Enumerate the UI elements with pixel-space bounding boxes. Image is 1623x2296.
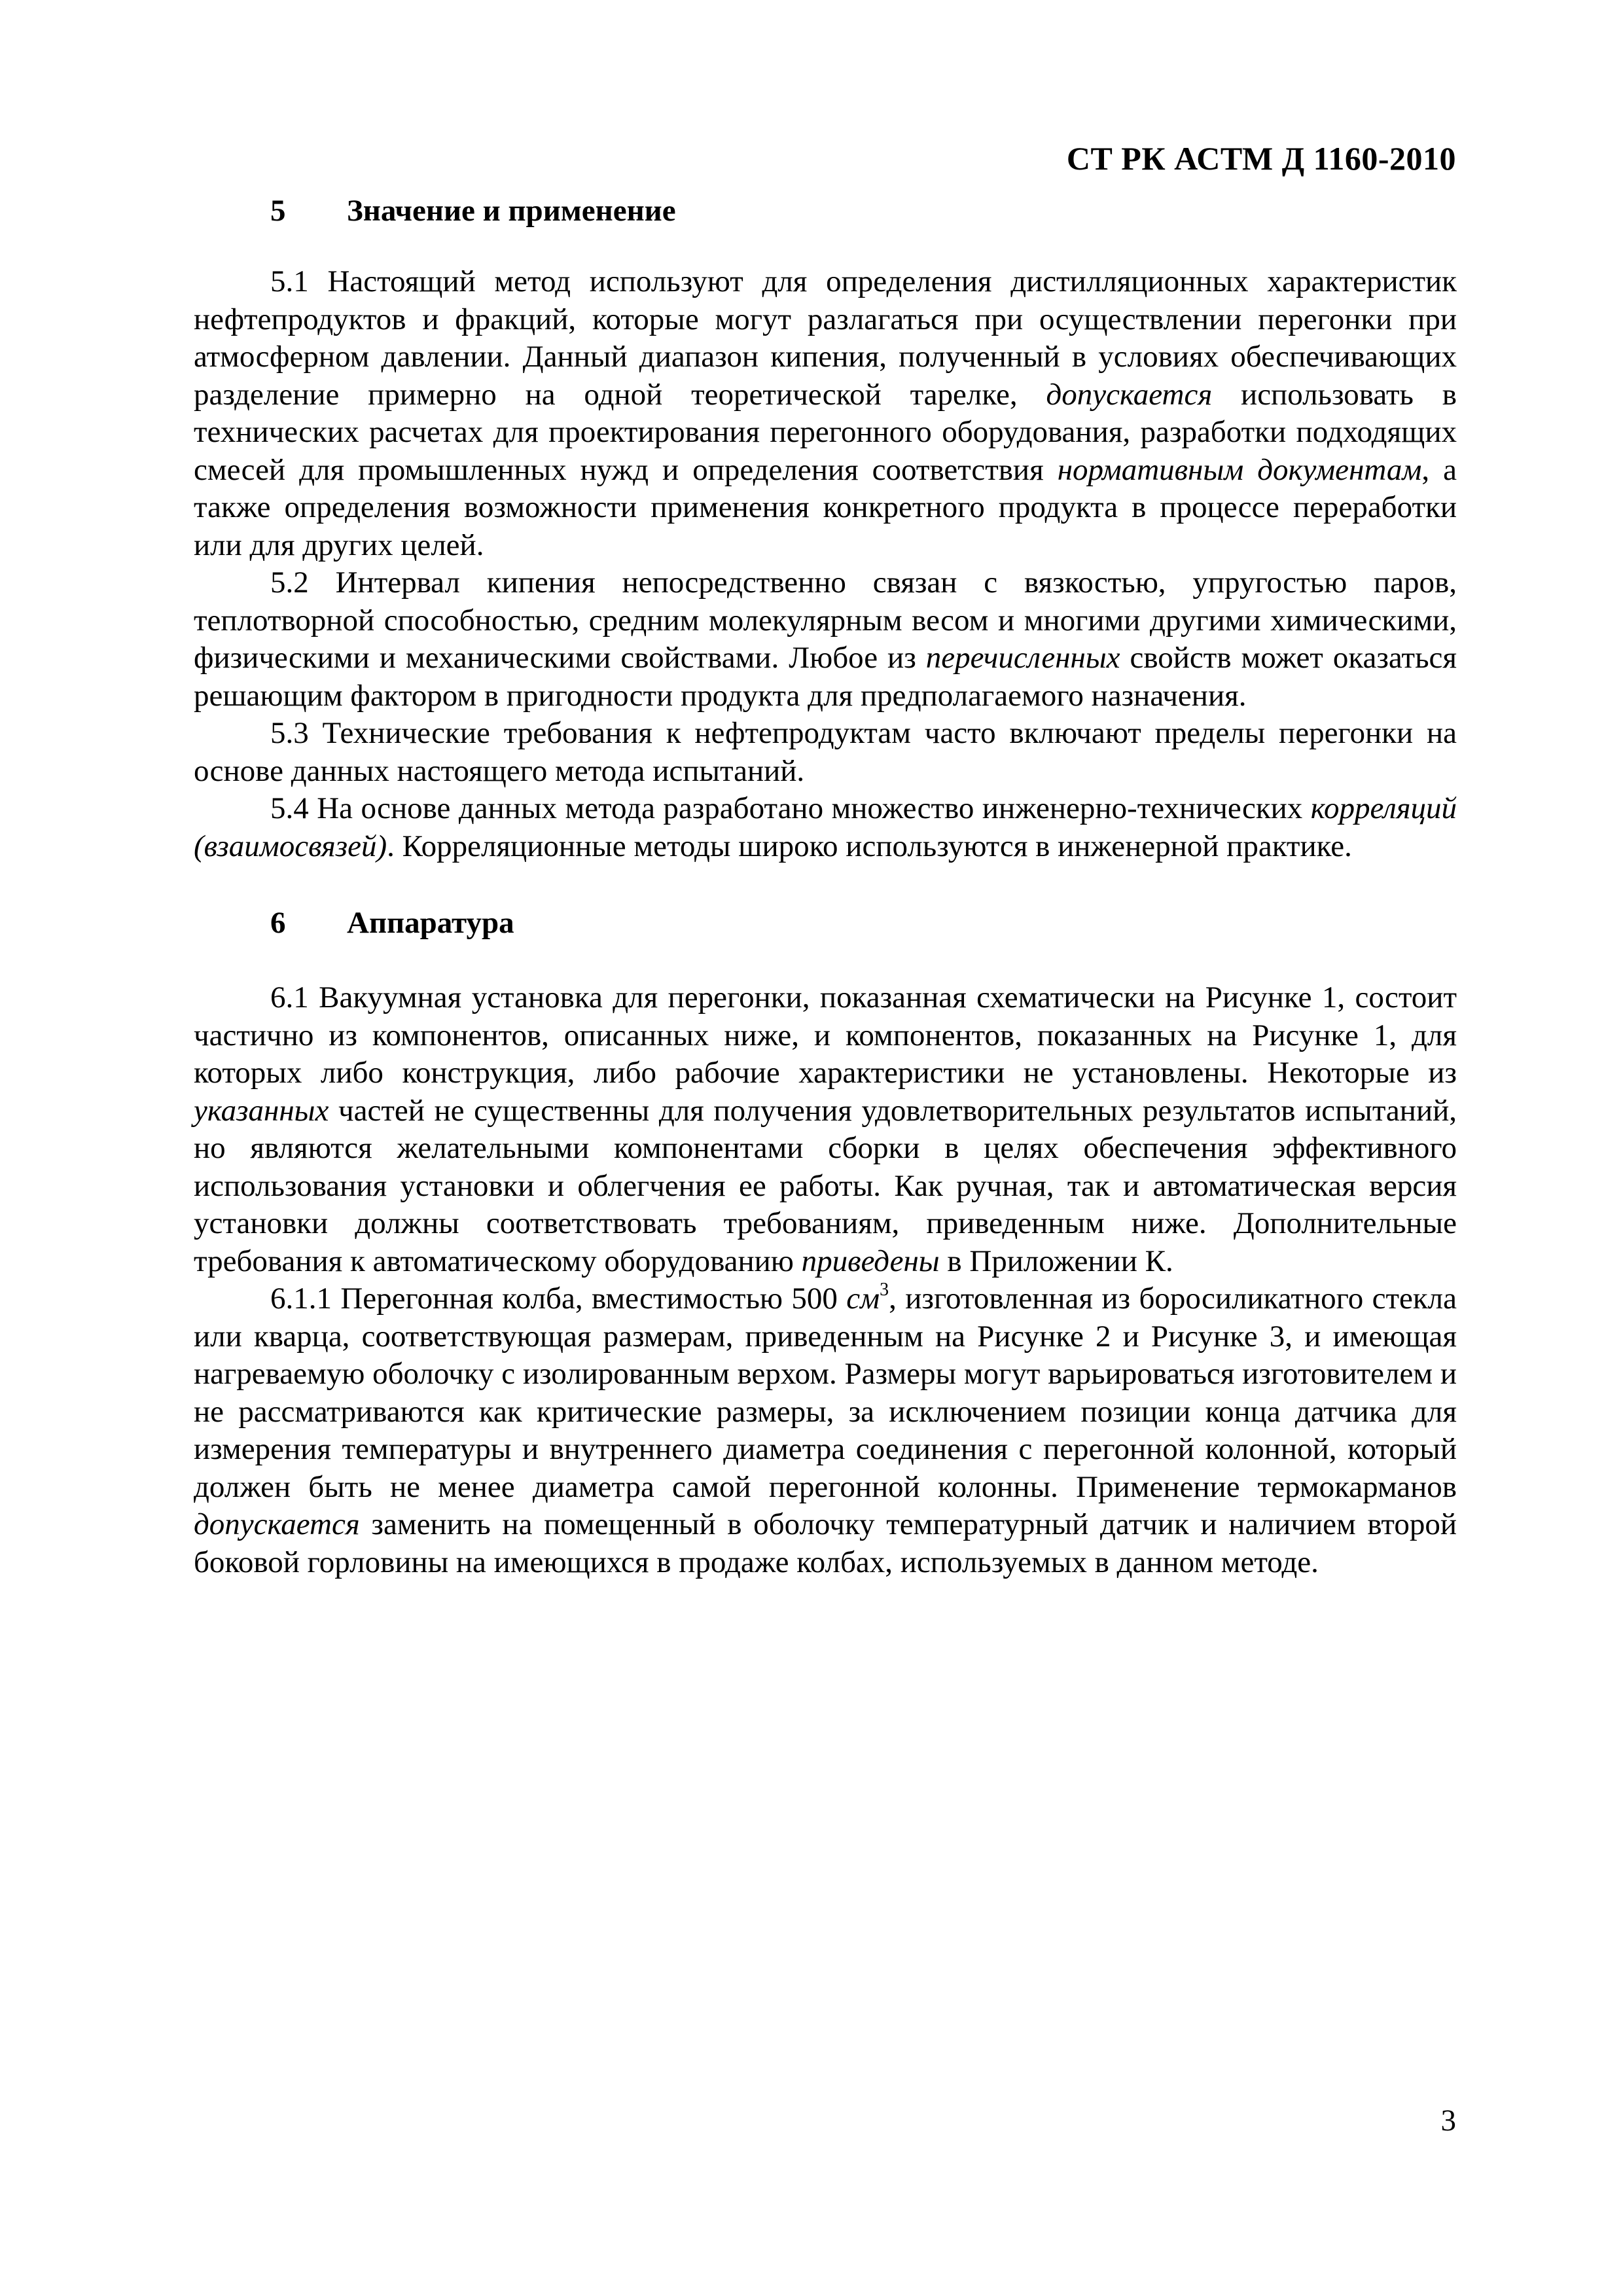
text-run: частей не существенны для получения удовлетворительных результатов испытаний, но являются желательными компонентами сборки в целях обеспечения эффективного использования установки и облегчения ее работы. Как ручная, так и автоматическая версия установки должны соответствовать требованиям, приведенным ниже. Дополнительные требования к автоматическому оборудованию (194, 1093, 1457, 1278)
section-6-title: Аппаратура (347, 906, 514, 940)
italic-run: корреляций (взаимосвязей) (194, 791, 1457, 863)
section-6-heading (194, 903, 1457, 942)
unit-cm: см (846, 1282, 880, 1316)
section-5-title: Значение и применение (347, 194, 676, 228)
text-run: 6.1 Вакуумная установка для перегонки, показанная схематически на Рисунке 1, состоит частично из компонентов, описанных ниже, и компонентов, показанных на Рисунке 1, для которых либо конструкция, либо рабочие характеристики не установлены. Некоторые из (194, 980, 1457, 1090)
text-run: , а также определения возможности применения конкретного продукта в процессе переработки или для других целей. (194, 452, 1457, 562)
unit-exponent: 3 (880, 1280, 889, 1300)
paragraph-6-1 (194, 979, 1457, 1280)
page-content (194, 191, 1457, 1581)
paragraph-5-2 (194, 564, 1457, 715)
text-run: 5.2 Интервал кипения непосредственно связан с вязкостью, упругостью паров, теплотворной способностью, средним молекулярным весом и многими другими химическими, физическими и механическими свойствами. Любое из (194, 565, 1457, 675)
italic-run: перечисленных (925, 641, 1120, 675)
italic-run: допускается (194, 1507, 360, 1541)
section-5-number: 5 (270, 194, 286, 228)
document-code-header: СТ РК АСТМ Д 1160-2010 (1066, 140, 1456, 177)
text-run: заменить на помещенный в оболочку температурный датчик и наличием второй боковой горловины на имеющихся в продаже колбах, используемых в данном методе. (194, 1507, 1457, 1579)
text-run: 5.1 Настоящий метод используют для определения дистилляционных характеристик нефтепродуктов и фракций, которые могут разлагаться при осуществлении перегонки при атмосферном давлении. Данный диапазон кипения, полученный в условиях обеспечивающих разделение примерно на одной теоретической тарелке, (194, 264, 1457, 412)
page-number: 3 (1440, 2104, 1456, 2138)
text-run: использовать в технических расчетах для проектирования перегонного оборудования, разработки подходящих смесей для промышленных нужд и определения соответствия (194, 377, 1457, 487)
text-run: 6.1.1 Перегонная колба, вместимостью 500 (270, 1282, 847, 1316)
paragraph-6-1-1 (194, 1280, 1457, 1581)
text-run: , изготовленная из боросиликатного стекла или кварца, соответствующая размерам, приведенным на Рисунке 2 и Рисунке 3, и имеющая нагреваемую оболочку с изолированным верхом. Размеры могут варьироваться изготовителем и не рассматриваются как критические размеры, за исключением позиции конца датчика для измерения температуры и внутреннего диаметра соединения с перегонной колонной, который должен быть не менее диаметра самой перегонной колонны. Применение термокарманов (194, 1282, 1457, 1504)
italic-run: указанных (194, 1093, 329, 1128)
paragraph-5-3: 5.3 Технические требования к нефтепродуктам часто включают пределы перегонки на основе данных настоящего метода испытаний. (194, 716, 1457, 788)
section-5-heading (194, 191, 1457, 230)
italic-run: нормативным документам (1057, 452, 1422, 487)
text-run: свойств может оказаться решающим фактором в пригодности продукта для предполагаемого назначения. (194, 641, 1457, 713)
text-run: 5.4 На основе данных метода разработано множество инженерно-технических (270, 791, 1311, 825)
paragraph-5-4 (194, 790, 1457, 865)
paragraph-5-1 (194, 263, 1457, 564)
text-run: . Корреляционные методы широко используются в инженерной практике. (387, 829, 1352, 863)
italic-run: допускается (1046, 377, 1213, 412)
text-run: в Приложении К. (939, 1244, 1173, 1278)
section-6-number: 6 (270, 906, 286, 940)
italic-run: приведены (801, 1244, 940, 1278)
